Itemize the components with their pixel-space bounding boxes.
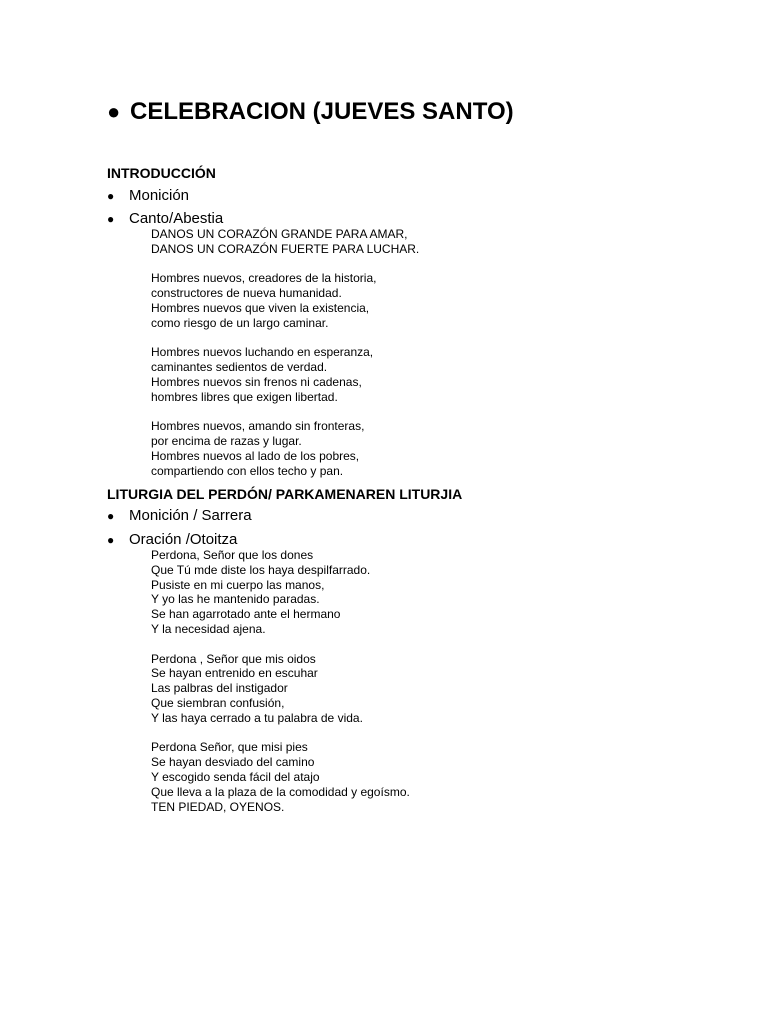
verse-line: compartiendo con ellos techo y pan. bbox=[151, 463, 344, 478]
verse-line: por encima de razas y lugar. bbox=[151, 434, 302, 449]
bullet-icon: ● bbox=[107, 212, 115, 226]
verse-line: Pusiste en mi cuerpo las manos, bbox=[151, 577, 325, 592]
list-item-label: Canto/Abestia bbox=[129, 210, 224, 227]
verse-line: Y las haya cerrado a tu palabra de vida. bbox=[151, 710, 363, 725]
verse-line: Que lleva a la plaza de la comodidad y egoísmo. bbox=[151, 784, 410, 799]
verse-line: Hombres nuevos sin frenos ni cadenas, bbox=[151, 374, 362, 389]
verse-line: Perdona , Señor que mis oidos bbox=[151, 651, 316, 666]
verse-line: Que Tú mde diste los haya despilfarrado. bbox=[151, 562, 371, 577]
verse-line: Hombres nuevos al lado de los pobres, bbox=[151, 448, 360, 463]
page-title-text: CELEBRACION (JUEVES SANTO) bbox=[130, 98, 514, 125]
verse-line: Se han agarrotado ante el hermano bbox=[151, 607, 341, 622]
verse-line: DANOS UN CORAZÓN FUERTE PARA LUCHAR. bbox=[151, 241, 420, 256]
verse-line: Las palbras del instigador bbox=[151, 681, 288, 696]
stanza bbox=[151, 345, 419, 404]
stanza bbox=[151, 740, 410, 814]
verse-line: Hombres nuevos, creadores de la historia, bbox=[151, 271, 377, 286]
list-item-canto bbox=[107, 210, 223, 228]
list-item-monicion-sarrera bbox=[107, 507, 252, 525]
verse-line: caminantes sedientos de verdad. bbox=[151, 360, 328, 375]
verse-line: TEN PIEDAD, OYENOS. bbox=[151, 799, 285, 814]
verse-line: Y escogido senda fácil del atajo bbox=[151, 769, 320, 784]
verse-line: Perdona Señor, que misi pies bbox=[151, 740, 308, 755]
bullet-icon: ● bbox=[107, 533, 115, 547]
verse-line: Y la necesidad ajena. bbox=[151, 621, 266, 636]
verse-line: Perdona, Señor que los dones bbox=[151, 548, 314, 562]
verse-line: como riesgo de un largo caminar. bbox=[151, 315, 329, 330]
verse-line: Hombres nuevos luchando en esperanza, bbox=[151, 345, 374, 360]
stanza bbox=[151, 652, 410, 726]
verse-line: hombres libres que exigen libertad. bbox=[151, 389, 338, 404]
verse-line: Que siembran confusión, bbox=[151, 695, 285, 710]
page-title bbox=[107, 96, 514, 128]
verse-line: constructores de nueva humanidad. bbox=[151, 286, 342, 301]
section-heading-liturgia: LITURGIA DEL PERDÓN/ PARKAMENAREN LITURJIA bbox=[107, 486, 463, 502]
stanza bbox=[151, 271, 419, 330]
bullet-icon: ● bbox=[107, 99, 121, 124]
verse-line: Y yo las he mantenido paradas. bbox=[151, 592, 320, 607]
list-item-label: Oración /Otoitza bbox=[129, 531, 238, 548]
list-item-label: Monición bbox=[129, 187, 190, 204]
verse-line: Hombres nuevos, amando sin fronteras, bbox=[151, 419, 365, 434]
list-item-oracion bbox=[107, 531, 237, 549]
list-item-monicion bbox=[107, 187, 189, 205]
verse-line: Hombres nuevos que viven la existencia, bbox=[151, 300, 370, 315]
list-item-label: Monición / Sarrera bbox=[129, 507, 252, 524]
verse-line: Se hayan desviado del camino bbox=[151, 755, 315, 770]
stanza bbox=[151, 419, 419, 478]
bullet-icon: ● bbox=[107, 189, 115, 203]
prayer-text bbox=[151, 548, 410, 814]
bullet-icon: ● bbox=[107, 509, 115, 523]
stanza bbox=[151, 548, 410, 637]
verse-line: DANOS UN CORAZÓN GRANDE PARA AMAR, bbox=[151, 227, 408, 241]
section-heading-introduccion: INTRODUCCIÓN bbox=[107, 165, 216, 181]
song-lyrics bbox=[151, 227, 419, 479]
stanza bbox=[151, 227, 419, 257]
verse-line: Se hayan entrenido en escuhar bbox=[151, 666, 318, 681]
